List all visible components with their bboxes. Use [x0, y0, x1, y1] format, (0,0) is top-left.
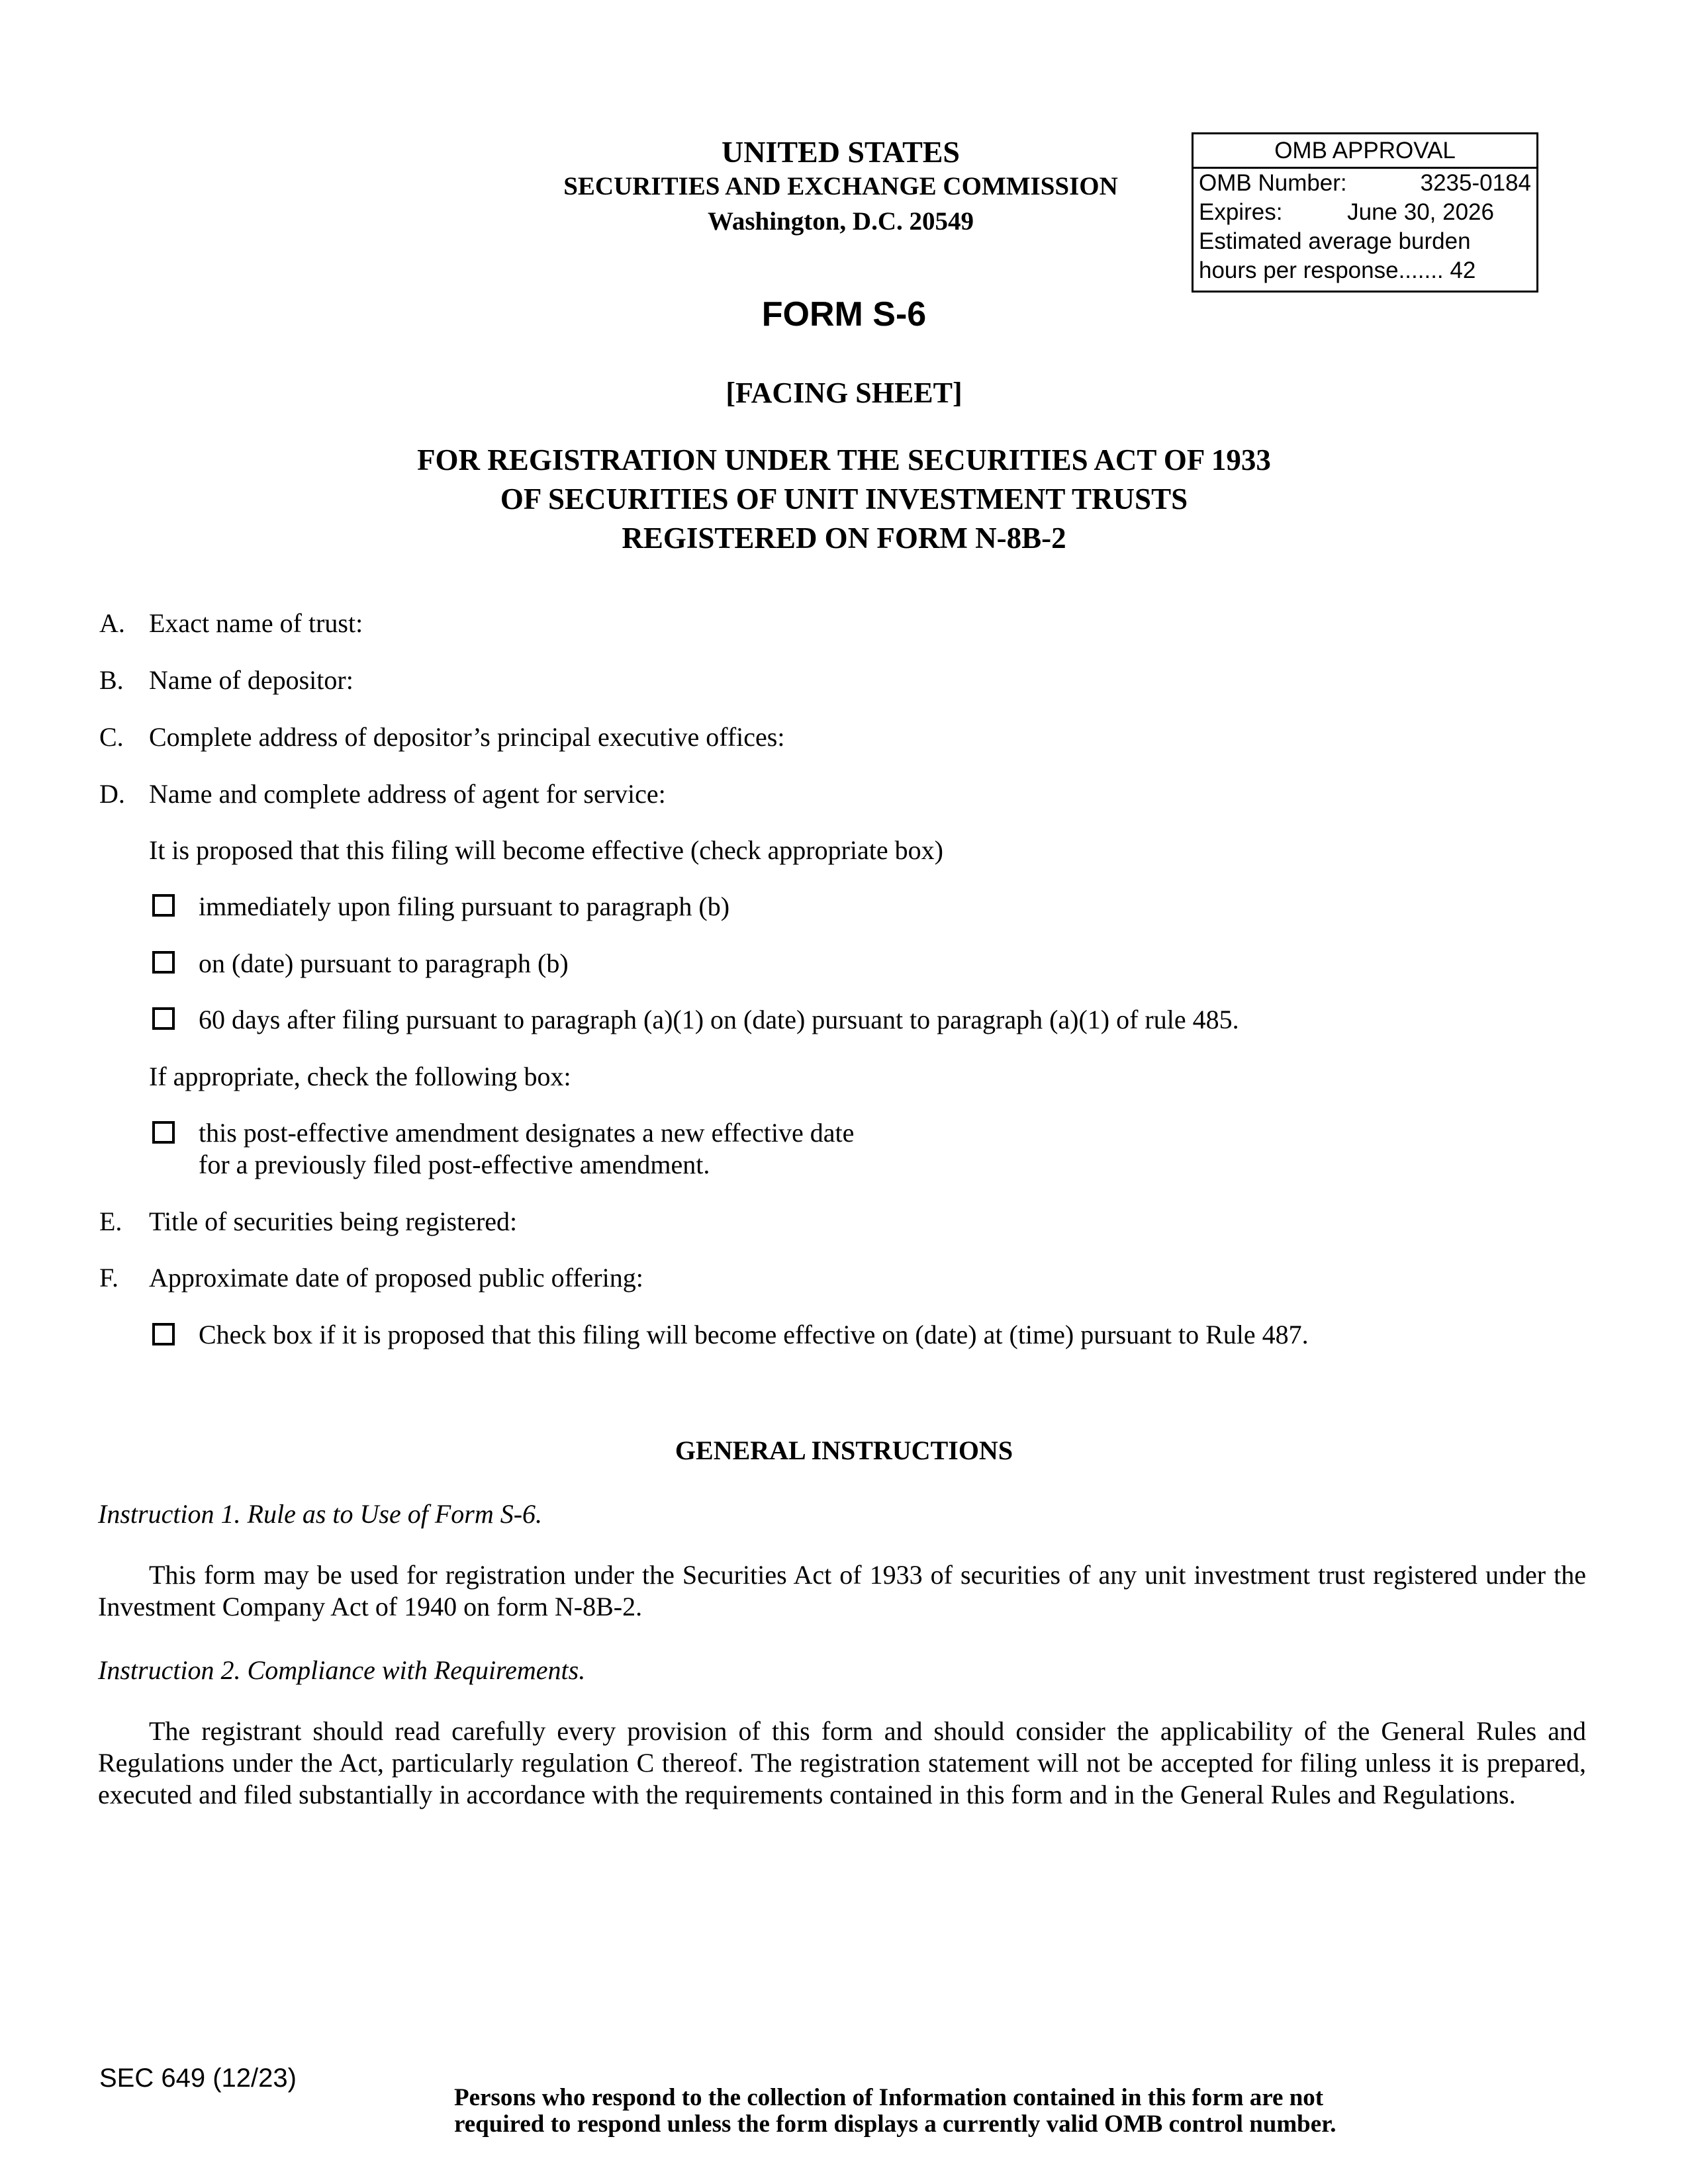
agency-address: Washington, D.C. 20549: [708, 207, 974, 236]
instruction-1-heading: Instruction 1. Rule as to Use of Form S-6.: [98, 1499, 543, 1529]
checkbox-rule-487[interactable]: [152, 1323, 175, 1345]
omb-notice-line1: Persons who respond to the collection of Information contained in this form are not: [454, 2084, 1324, 2111]
item-letter: D.: [99, 779, 125, 809]
checkbox-on-date[interactable]: [152, 951, 175, 974]
option-60-days-label: 60 days after filing pursuant to paragraph (a)(1) on (date) pursuant to paragraph (a)(1) of rule 485.: [199, 1005, 1239, 1034]
checkbox-post-effective-amendment[interactable]: [152, 1121, 175, 1144]
registration-title-line3: REGISTERED ON FORM N-8B-2: [622, 522, 1066, 555]
form-title: FORM S-6: [761, 295, 927, 334]
registration-title-line1: FOR REGISTRATION UNDER THE SECURITIES ACT OF 1933: [417, 443, 1271, 477]
instruction-1-text: This form may be used for registration under the Securities Act of 1933 of securities of any unit investment trust registered under the Investment Company Act of 1940 on form N-8B-2.: [98, 1560, 1586, 1621]
omb-notice-line2: required to respond unless the form displays a currently valid OMB control number.: [454, 2111, 1336, 2138]
omb-expires-row: [1199, 198, 1531, 227]
item-letter: C.: [99, 722, 124, 752]
instruction-2-text: The registrant should read carefully every provision of this form and should consider the applicability of the General Rules and Regulations under the Act, particularly regulation C thereof. The registration statement will not be accepted for filing unless it is prepared, executed and filed substantially in accordance with the requirements contained in this form and in the General Rules and Regulations.: [98, 1716, 1586, 1809]
item-label: Name of depositor:: [149, 665, 353, 695]
omb-number-value: 3235-0184: [1420, 170, 1531, 196]
omb-number-label: OMB Number:: [1199, 170, 1347, 196]
omb-number-row: [1199, 169, 1531, 198]
facing-sheet-label: [FACING SHEET]: [726, 377, 962, 409]
instruction-2-heading: Instruction 2. Compliance with Requirements.: [98, 1655, 586, 1685]
checkbox-immediately[interactable]: [152, 894, 175, 917]
omb-expires-label: Expires:: [1199, 199, 1283, 225]
agency-name: SECURITIES AND EXCHANGE COMMISSION: [563, 172, 1118, 201]
option-on-date-label: on (date) pursuant to paragraph (b): [199, 948, 569, 978]
appropriate-prompt: If appropriate, check the following box:: [149, 1062, 571, 1091]
item-label: Exact name of trust:: [149, 608, 363, 638]
item-label: Complete address of depositor’s principal executive offices:: [149, 722, 785, 752]
omb-expires-value: June 30, 2026: [1347, 199, 1494, 225]
omb-approval-box: [1192, 132, 1538, 293]
item-letter: E.: [99, 1206, 122, 1236]
registration-title-line2: OF SECURITIES OF UNIT INVESTMENT TRUSTS: [500, 482, 1188, 516]
omb-burden-line1: Estimated average burden: [1199, 228, 1471, 254]
item-label: Title of securities being registered:: [149, 1206, 518, 1236]
option-immediately-label: immediately upon filing pursuant to paragraph (b): [199, 891, 730, 921]
rule-487-label: Check box if it is proposed that this filing will become effective on (date) at (time) pursuant to Rule 487.: [199, 1320, 1309, 1349]
general-instructions-title: GENERAL INSTRUCTIONS: [675, 1435, 1013, 1465]
item-letter: F.: [99, 1263, 119, 1293]
omb-burden-line2: hours per response....... 42: [1199, 257, 1476, 283]
item-letter: A.: [99, 608, 125, 638]
item-label: Approximate date of proposed public offering:: [149, 1263, 643, 1293]
amendment-label-line1: this post-effective amendment designates a new effective date: [199, 1118, 855, 1148]
item-letter: B.: [99, 665, 124, 695]
item-label: Name and complete address of agent for service:: [149, 779, 666, 809]
amendment-label-line2: for a previously filed post-effective amendment.: [199, 1150, 710, 1179]
omb-title: OMB APPROVAL: [1194, 134, 1536, 169]
effective-prompt: It is proposed that this filing will become effective (check appropriate box): [149, 835, 943, 865]
form-code: SEC 649 (12/23): [99, 2064, 297, 2093]
agency-country: UNITED STATES: [721, 135, 961, 169]
checkbox-60-days[interactable]: [152, 1007, 175, 1030]
